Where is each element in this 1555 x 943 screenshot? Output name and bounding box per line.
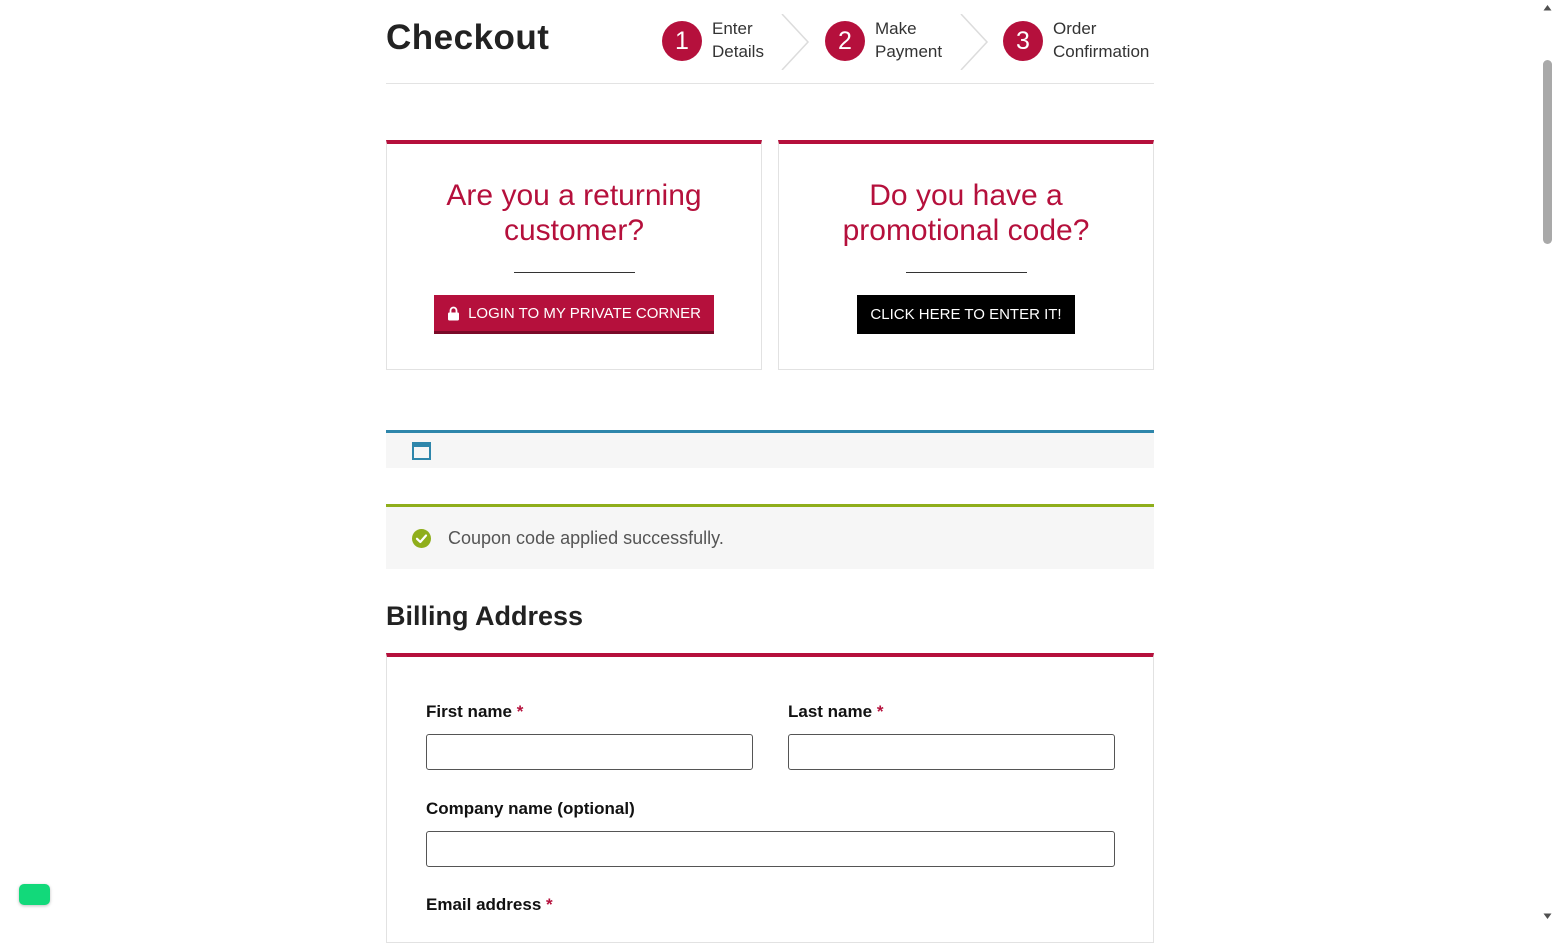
card-divider: [514, 272, 635, 273]
step-number: 1: [662, 21, 702, 61]
enter-promo-code-button[interactable]: CLICK HERE TO ENTER IT!: [857, 295, 1075, 334]
promo-code-heading: Do you have a promotional code?: [842, 179, 1090, 247]
step-number: 2: [825, 21, 865, 61]
returning-customer-heading: Are you a returning customer?: [446, 179, 702, 247]
info-notice: [386, 430, 1154, 468]
last-name-field[interactable]: [788, 734, 1115, 770]
billing-address-title: Billing Address: [386, 601, 584, 631]
login-private-corner-button[interactable]: [434, 295, 714, 334]
step-separator-chevron-icon: [959, 14, 989, 70]
window-icon: [412, 442, 431, 460]
last-name-label: Last name *: [788, 702, 884, 721]
chat-widget-button[interactable]: [19, 884, 50, 905]
checkout-progress-steps: [662, 14, 1157, 70]
promo-code-card: [778, 140, 1154, 370]
first-name-field[interactable]: [426, 734, 753, 770]
header-divider: [386, 83, 1154, 84]
login-button-label: LOGIN TO MY PRIVATE CORNER: [468, 304, 701, 322]
lock-icon: [447, 306, 460, 321]
company-name-label: Company name (optional): [426, 799, 635, 818]
step-label: Make Payment: [875, 19, 943, 61]
step-separator-chevron-icon: [780, 14, 810, 70]
success-message: Coupon code applied successfully.: [448, 528, 724, 548]
required-marker: *: [516, 702, 524, 721]
check-circle-icon: [412, 529, 431, 548]
required-marker: *: [546, 895, 553, 914]
returning-customer-card: [386, 140, 762, 370]
step-number: 3: [1003, 21, 1043, 61]
scroll-up-arrow-icon[interactable]: [1541, 3, 1554, 13]
coupon-success-notice: [386, 504, 1154, 569]
page-title: Checkout: [386, 18, 550, 57]
company-name-field[interactable]: [426, 831, 1115, 867]
step-label: Order Confirmation: [1053, 19, 1150, 61]
step-label: Enter Details: [712, 19, 764, 61]
email-address-label: Email address *: [426, 895, 553, 914]
card-divider: [906, 272, 1027, 273]
scrollbar-thumb[interactable]: [1543, 60, 1552, 244]
billing-form: [386, 653, 1154, 943]
first-name-label: First name *: [426, 702, 524, 721]
required-marker: *: [876, 702, 884, 721]
scroll-down-arrow-icon[interactable]: [1541, 911, 1554, 921]
